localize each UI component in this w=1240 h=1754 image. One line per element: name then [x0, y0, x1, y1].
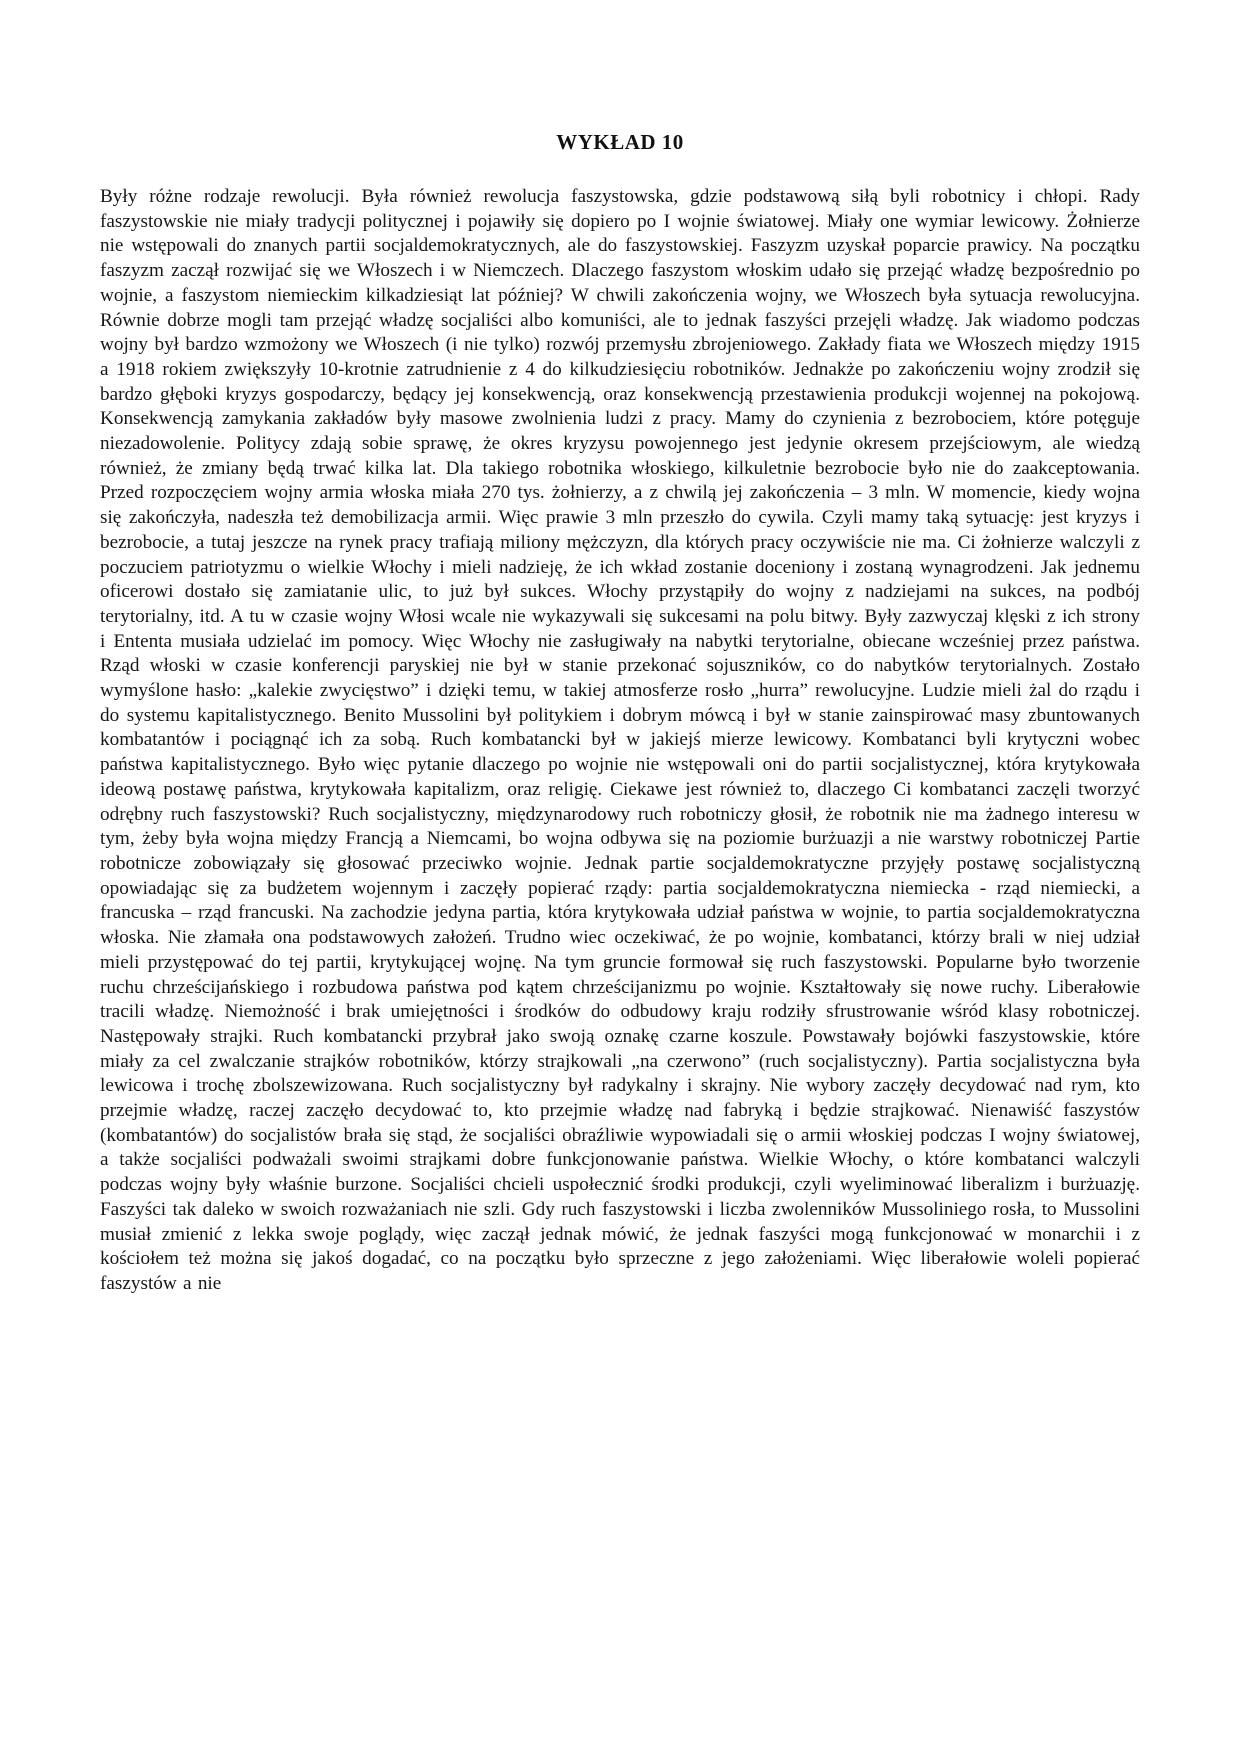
lecture-body-text: Były różne rodzaje rewolucji. Była również rewolucja faszystowska, gdzie podstawową siłą byli robotnicy i chłopi. Rady faszystowskie nie miały tradycji politycznej i pojawiły się dopiero po I wojnie światowej. Miały one wymiar lewicowy. Żołnierze nie wstępowali do znanych partii socjaldemokratycznych, ale do faszystowskiej. Faszyzm uzyskał poparcie prawicy. Na początku faszyzm zaczął rozwijać się we Włoszech i w Niemczech. Dlaczego faszystom włoskim udało się przejąć władzę bezpośrednio po wojnie, a faszystom niemieckim kilkadziesiąt lat później? W chwili zakończenia wojny, we Włoszech była sytuacja rewolucyjna. Równie dobrze mogli tam przejąć władzę socjaliści albo komuniści, ale to jednak faszyści przejęli władzę. Jak wiadomo podczas wojny był bardzo wzmożony we Włoszech (i nie tylko) rozwój przemysłu zbrojeniowego. Zakłady fiata we Włoszech między 1915 a 1918 rokiem zwiększyły 10-krotnie zatrudnienie z 4 do kilkudziesięciu robotników. Jednakże po zakończeniu wojny zrodził się bardzo głęboki kryzys gospodarczy, będący jej konsekwencją, oraz konsekwencją przestawienia produkcji wojennej na pokojową. Konsekwencją zamykania zakładów były masowe zwolnienia ludzi z pracy. Mamy do czynienia z bezrobociem, które potęguje niezadowolenie. Politycy zdają sobie sprawę, że okres kryzysu powojennego jest jedynie okresem przejściowym, ale wiedzą również, że zmiany będą trwać kilka lat. Dla takiego robotnika włoskiego, kilkuletnie bezrobocie było nie do zaakceptowania. Przed rozpoczęciem wojny armia włoska miała 270 tys. żołnierzy, a z chwilą jej zakończenia – 3 mln. W momencie, kiedy wojna się zakończyła, nadeszła też demobilizacja armii. Więc prawie 3 mln przeszło do cywila. Czyli mamy taką sytuację: jest kryzys i bezrobocie, a tutaj jeszcze na rynek pracy trafiają miliony mężczyzn, dla których pracy oczywiście nie ma. Ci żołnierze walczyli z poczuciem patriotyzmu o wielkie Włochy i mieli nadzieję, że ich wkład zostanie doceniony i zostaną wynagrodzeni. Jak jednemu oficerowi dostało się zamiatanie ulic, to już był sukces. Włochy przystąpiły do wojny z nadziejami na sukces, na podbój terytorialny, itd. A tu w czasie wojny Włosi wcale nie wykazywali się sukcesami na polu bitwy. Były zazwyczaj klęski z ich strony i Ententa musiała udzielać im pomocy. Więc Włochy nie zasługiwały na nabytki terytorialne, obiecane wcześniej przez państwa. Rząd włoski w czasie konferencji paryskiej nie był w stanie przekonać sojuszników, co do nabytków terytorialnych. Zostało wymyślone hasło: „kalekie zwycięstwo” i dzięki temu, w takiej atmosferze rosło „hurra” rewolucyjne. Ludzie mieli żal do rządu i do systemu kapitalistycznego. Benito Mussolini był politykiem i dobrym mówcą i był w stanie zainspirować masy zbuntowanych kombatantów i pociągnąć ich za sobą. Ruch kombatancki był w jakiejś mierze lewicowy. Kombatanci byli krytyczni wobec państwa kapitalistycznego. Było więc pytanie dlaczego po wojnie nie wstępowali oni do partii socjalistycznej, która krytykowała ideową postawę państwa, krytykowała kapitalizm, oraz religię. Ciekawe jest również to, dlaczego Ci kombatanci zaczęli tworzyć odrębny ruch faszystowski? Ruch socjalistyczny, międzynarodowy ruch robotniczy głosił, że robotnik nie ma żadnego interesu w tym, żeby była wojna między Francją a Niemcami, bo wojna odbywa się na poziomie burżuazji a nie warstwy robotniczej Partie robotnicze zobowiązały się głosować przeciwko wojnie. Jednak partie socjaldemokratyczne przyjęły postawę socjalistyczną opowiadając się za budżetem wojennym i zaczęły popierać rządy: partia socjaldemokratyczna niemiecka - rząd niemiecki, a francuska – rząd francuski. Na zachodzie jedyna partia, która krytykowała udział państwa w wojnie, to partia socjaldemokratyczna włoska. Nie złamała ona podstawowych założeń. Trudno wiec oczekiwać, że po wojnie, kombatanci, którzy brali w niej udział mieli przystępować do tej partii, krytykującej wojnę. Na tym gruncie formował się ruch faszystowski. Popularne było tworzenie ruchu chrześcijańskiego i rozbudowa państwa pod kątem chrześcijanizmu po wojnie. Kształtowały się nowe ruchy. Liberałowie tracili władzę. Niemożność i brak umiejętności i środków do odbudowy kraju rodziły sfrustrowanie wśród klasy robotniczej. Następowały strajki. Ruch kombatancki przybrał jako swoją oznakę czarne koszule. Powstawały bojówki faszystowskie, które miały za cel zwalczanie strajków robotników, którzy strajkowali „na czerwono” (ruch socjalistyczny). Partia socjalistyczna była lewicowa i trochę zbolszewizowana. Ruch socjalistyczny był radykalny i skrajny. Nie wybory zaczęły decydować nad rym, kto przejmie władzę, raczej zaczęło decydować to, kto przejmie władzę nad fabryką i będzie strajkować. Nienawiść faszystów (kombatantów) do socjalistów brała się stąd, że socjaliści obraźliwie wypowiadali się o armii włoskiej podczas I wojny światowej, a także socjaliści podważali swoimi strajkami dobre funkcjonowanie państwa. Wielkie Włochy, o które kombatanci walczyli podczas wojny były właśnie burzone. Socjaliści chcieli uspołecznić środki produkcji, czyli wyeliminować liberalizm i burżuazję. Faszyści tak daleko w swoich rozważaniach nie szli. Gdy ruch faszystowski i liczba zwolenników Mussoliniego rosła, to Mussolini musiał zmienić z lekka swoje poglądy, więc zaczął jednak mówić, że jednak faszyści mogą funkcjonować w monarchii i z kościołem też można się jakoś dogadać, co na początku było sprzeczne z jego założeniami. Więc liberałowie woleli popierać faszystów a nie	[100, 186, 1140, 1294]
page-title: WYKŁAD 10	[556, 130, 684, 154]
